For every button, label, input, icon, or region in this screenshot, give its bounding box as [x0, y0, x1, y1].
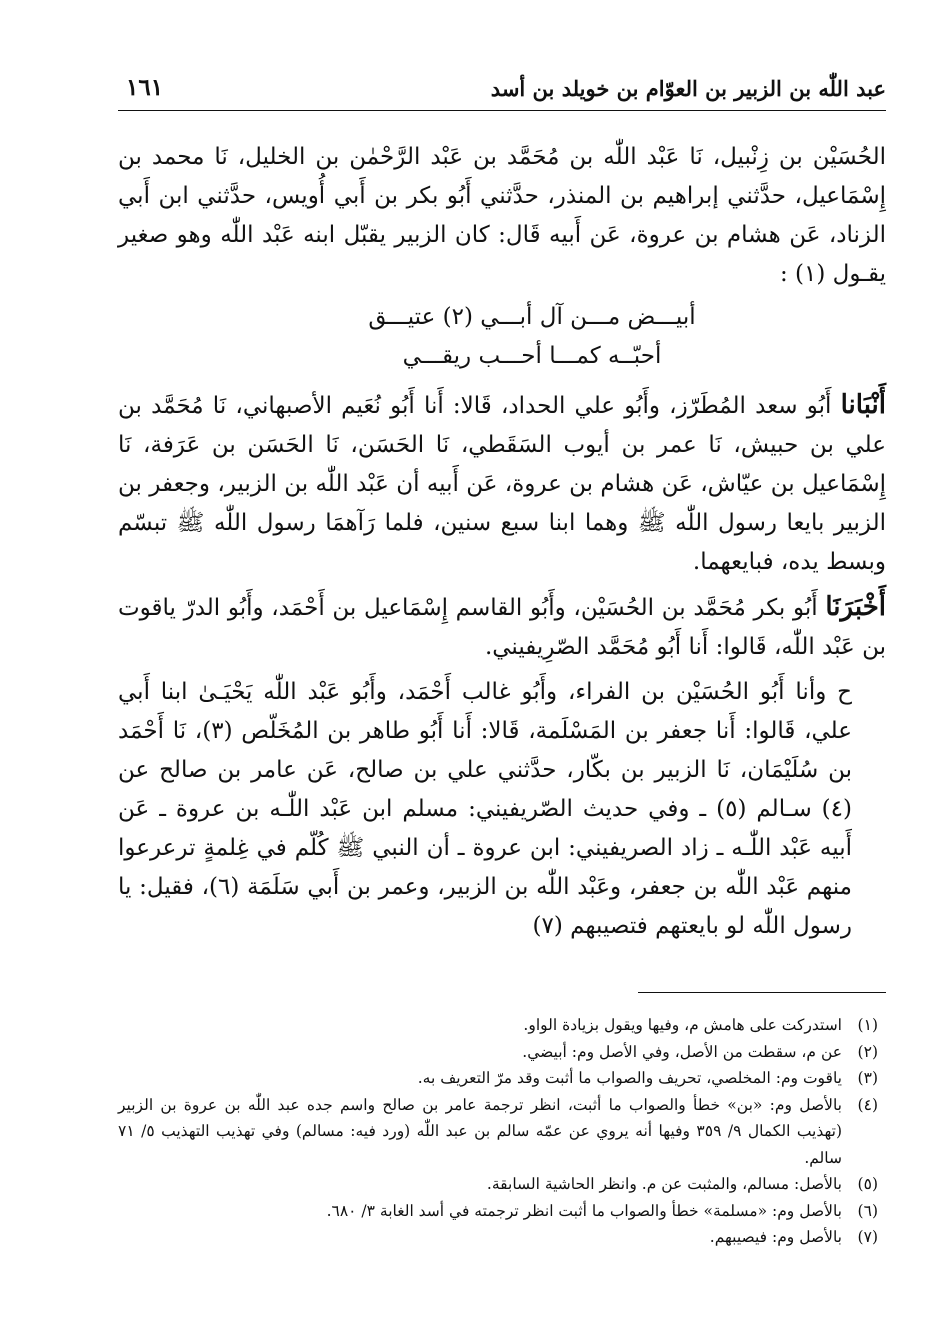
footnote-number: (٥): [857, 1175, 878, 1193]
footnote-6: [118, 1198, 886, 1225]
footnote-number: (٢): [857, 1042, 878, 1061]
footnote-number: (٣): [857, 1069, 878, 1087]
paragraph-2-text: أَبُو سعد المُطَرّز، وأَبُو علي الحداد، قَالا: أَنا أَبُو نُعَيم الأصبهاني، نَا مُحَمَّد بن علي بن حبيش، نَا عمر بن أيوب السَقَطي، نَا الحَسَن، نَا الحَسَن بن عَرَفة، نَا إِسْمَاعيل بن عيّاش، عَن هشام بن عروة، عَن أَبيه أن عَبْد اللّٰه بن الزبير، وجعفر بن الزبير بايعا رسول اللّٰه ﷺ وهما ابنا سبع سنين، فلما رَآهمَا رسول اللّٰه ﷺ تبسّم وبسط يده، فبايعهما.: [118, 393, 887, 575]
paragraph-4: ح وأنا أَبُو الحُسَيْن بن الفراء، وأَبُو غالب أَحْمَد، وأَبُو عَبْد اللّٰه يَحْيَـىٰ ابنا أَبي علي، قَالوا: أَنا جعفر بن المَسْلَمة، قَالا: أَنا أَبُو طاهر بن المُخَلّص (٣)، نَا أَحْمَد بن سُلَيْمَان، نَا الزبير بن بكّار، حدَّثني علي بن صالح، عَن عامر بن صالح عن (٤) سـالم (٥) ـ وفي حديث الصّريفيني: مسلم ابن عَبْد اللّٰـه بن عروة ـ عَن أَبيه عَبْد اللّٰـه ـ زاد الصريفيني: ابن عروة ـ أن النبي ﷺ كُلّم في غِلمةٍ ترعرعوا منهم عَبْد اللّٰه بن جعفر، وعَبْد اللّٰه بن الزبير، وعمر بن أَبي سَلَمَة (٦)، فقيل: يا رسول اللّٰه لو بايعتهم فتصيبهم (٧): [118, 679, 852, 939]
footnote-text: بالأصل وم: «مسلمة» خطأ والصواب ما أثبت انظر ترجمته في أسد الغابة ٣/ ٦٨٠.: [326, 1201, 842, 1220]
verse-line-1: أبيـــض مـــن آل أبـــي (٢) عتيـــق: [368, 304, 696, 330]
header-title: عبد اللّٰه بن الزبير بن العوّام بن خويلد بن أسد: [490, 76, 886, 101]
footnote-text: بالأصل: مسالم، والمثبت عن م. وانظر الحاشية السابقة.: [486, 1175, 842, 1193]
footnote-number: (٤): [857, 1095, 878, 1114]
paragraph-3: [118, 588, 886, 667]
footnote-text: عن م، سقطت من الأصل، وفي الأصل وم: أبيضي.: [522, 1042, 842, 1061]
paragraph-2: [118, 386, 886, 582]
footnote-number: (٦): [857, 1201, 878, 1220]
footnote-number: (٧): [857, 1228, 878, 1246]
page-number: ١٦١: [126, 74, 164, 101]
footnote-1: [118, 1012, 886, 1039]
footnote-text: بالأصل وم: «بن» خطأ والصواب ما أثبت، انظر ترجمة عامر بن صالح واسم جده عبد اللّٰه بن عروة بن الزبير (تهذيب الكمال ٩/ ٣٥٩ وفيها أنه يروي عن عمّه سالم بن عبد اللّٰه (ورد فيه: مسالم) وفي تهذيب التهذيب ٥/ ٧١ سالم.: [118, 1095, 843, 1167]
verse: [118, 298, 886, 376]
footnote-divider: [638, 992, 886, 993]
running-header: [118, 72, 886, 111]
footnote-5: [118, 1171, 886, 1198]
paragraph-3-text: أَبُو بكر مُحَمَّد بن الحُسَيْن، وأَبُو القاسم إِسْمَاعيل بن أَحْمَد، وأَبُو الدرّ ياقوت بن عَبْد اللّٰه، قَالوا: أَنا أَبُو مُحَمَّد الصّرِيفيني.: [118, 595, 886, 660]
paragraph-3-keyword: أَخْبَرَنَا: [825, 592, 886, 622]
footnote-text: ياقوت وم: المخلصي، تحريف والصواب ما أثبت وقد مرّ التعريف به.: [417, 1069, 842, 1087]
main-text: [118, 138, 886, 946]
footnote-2: [118, 1039, 886, 1066]
footnotes: [118, 1012, 886, 1251]
footnote-number: (١): [857, 1016, 878, 1034]
footnote-text: بالأصل وم: فيصيبهم.: [709, 1228, 842, 1246]
footnote-4: [118, 1092, 886, 1172]
footnote-7: [118, 1224, 886, 1251]
paragraph-1: الحُسَيْن بن زِنْبيل، نَا عَبْد اللّٰه بن مُحَمَّد بن عَبْد الرَّحْمٰن بن الخليل، نَا محمد بن إِسْمَاعيل، حدَّثني إبراهيم بن المنذر، حدَّثني أَبُو بكر بن أَبي أُويس، حدَّثني ابن أَبي الزناد، عَن هشام بن عروة، عَن أَبيه قَال: كان الزبير يقبّل ابنه عَبْد اللّٰه وهو صغير يقـول (١) :: [118, 144, 886, 287]
verse-line-2: أحبّــه كمـــا أحـــب ريقـــي: [402, 343, 662, 369]
footnote-3: [118, 1065, 886, 1092]
paragraph-2-keyword: أَنْبَانا: [840, 390, 887, 420]
footnote-text: استدركت على هامش م، وفيها ويقول بزيادة الواو.: [523, 1016, 842, 1034]
